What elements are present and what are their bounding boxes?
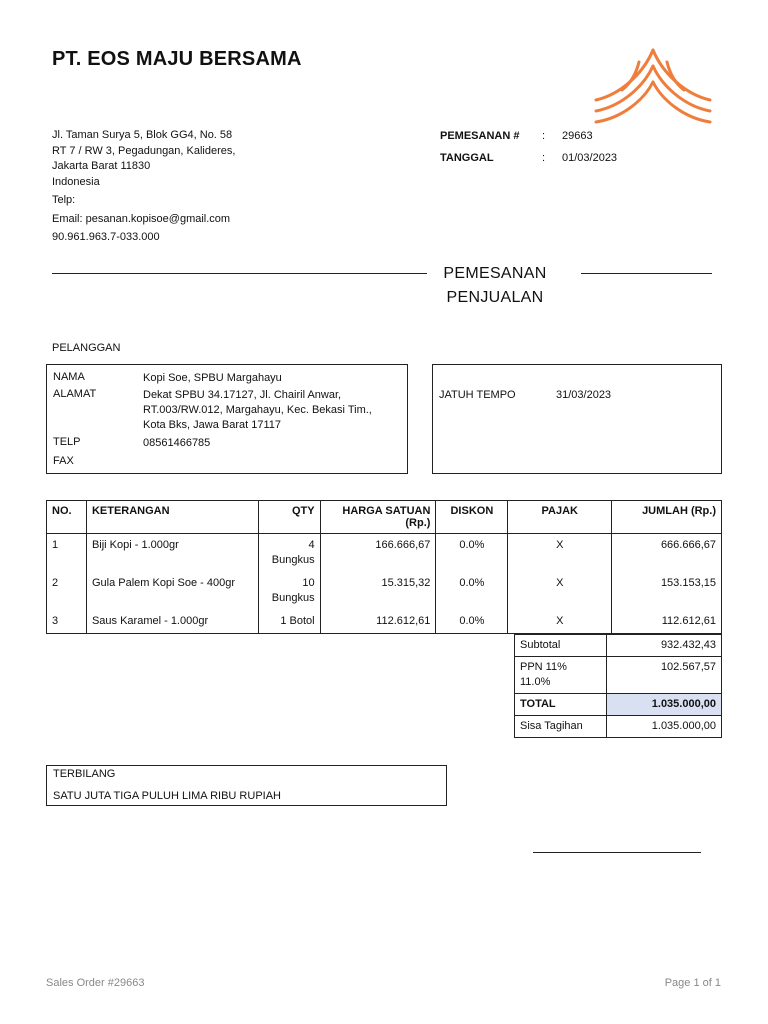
customer-address-line: Kota Bks, Jawa Barat 17117 [143,419,281,431]
customer-address-value [143,388,403,433]
cell-amount: 153.153,15 [612,572,722,610]
ppn-rate: 11.0% [520,676,551,688]
cell-discount: 0.0% [436,610,508,634]
divider-right [581,273,712,274]
cell-description: Biji Kopi - 1.000gr [86,534,258,573]
company-address [52,128,235,246]
company-logo [592,44,714,126]
total-value: 1.035.000,00 [606,694,722,716]
address-line: RT 7 / RW 3, Pegadungan, Kalideres, [52,144,236,157]
due-date-label: JATUH TEMPO [439,389,516,401]
customer-section-label: PELANGGAN [52,342,121,354]
table-row [47,534,722,573]
ppn-value: 102.567,57 [606,657,722,694]
divider-left [52,273,427,274]
amount-in-words-label: TERBILANG [53,768,116,780]
order-date-label: TANGGAL [440,152,494,164]
separator: : [542,152,546,164]
cell-unit-price: 15.315,32 [320,572,436,610]
document-title [420,262,570,310]
totals-table [514,634,722,738]
cell-tax: X [508,610,612,634]
col-header-qty: QTY [258,501,320,534]
company-name: PT. EOS MAJU BERSAMA [52,48,302,70]
customer-address-label: ALAMAT [53,388,97,400]
table-row [47,610,722,634]
col-header-no: NO. [47,501,87,534]
order-number-label: PEMESANAN # [440,130,520,142]
due-date-value: 31/03/2023 [556,389,612,401]
address-line: Indonesia [52,175,100,188]
address-line: Jl. Taman Surya 5, Blok GG4, No. 58 [52,129,233,141]
cell-no: 3 [47,610,87,634]
cell-description: Gula Palem Kopi Soe - 400gr [86,572,258,610]
company-email: Email: pesanan.kopisoe@gmail.com [52,212,231,225]
customer-name-label: NAMA [53,371,85,383]
col-header-tax: PAJAK [508,501,612,534]
cell-no: 2 [47,572,87,610]
company-telp: Telp: [52,194,76,206]
cell-amount: 666.666,67 [612,534,722,573]
ppn-label: PPN 11% [520,661,567,673]
order-number-value: 29663 [562,130,593,142]
customer-address-line: Dekat SPBU 34.17127, Jl. Chairil Anwar, [143,389,342,401]
document-title-line1: PEMESANAN [443,265,547,282]
cell-amount: 112.612,61 [612,610,722,634]
col-header-unit-price: HARGA SATUAN (Rp.) [320,501,436,534]
total-label: TOTAL [515,694,607,716]
col-header-discount: DISKON [436,501,508,534]
subtotal-value: 932.432,43 [606,635,722,657]
col-header-description: KETERANGAN [86,501,258,534]
balance-value: 1.035.000,00 [606,716,722,738]
table-row [47,572,722,610]
separator: : [542,130,546,142]
cell-qty: 4 Bungkus [258,534,320,573]
cell-discount: 0.0% [436,534,508,573]
cell-qty: 1 Botol [258,610,320,634]
cell-tax: X [508,534,612,573]
cell-no: 1 [47,534,87,573]
order-meta [440,130,617,174]
signature-line [533,852,701,853]
order-date-value: 01/03/2023 [562,152,618,164]
cell-qty: 10 Bungkus [258,572,320,610]
customer-telp-label: TELP [53,436,81,448]
amount-in-words-box [46,765,447,806]
subtotal-label: Subtotal [515,635,607,657]
document-title-line2: PENJUALAN [446,289,544,306]
ppn-label-cell [515,657,607,694]
cell-tax: X [508,572,612,610]
cell-unit-price: 112.612,61 [320,610,436,634]
customer-telp-value: 08561466785 [143,437,211,449]
customer-box [46,364,408,474]
customer-name-value: Kopi Soe, SPBU Margahayu [143,372,282,384]
customer-fax-label: FAX [53,455,74,467]
items-table-header [47,501,722,534]
due-date-box [432,364,722,474]
ppn-row [515,657,722,694]
col-header-amount: JUMLAH (Rp.) [612,501,722,534]
address-line: Jakarta Barat 11830 [52,160,151,172]
amount-in-words-value: SATU JUTA TIGA PULUH LIMA RIBU RUPIAH [53,790,281,802]
cell-discount: 0.0% [436,572,508,610]
cell-unit-price: 166.666,67 [320,534,436,573]
footer-page-number: Page 1 of 1 [664,977,721,989]
customer-address-line: RT.003/RW.012, Margahayu, Kec. Bekasi Tim., [143,404,372,416]
balance-row [515,716,722,738]
total-row [515,694,722,716]
footer-sales-order: Sales Order #29663 [46,977,145,989]
balance-label: Sisa Tagihan [515,716,607,738]
items-table [46,500,722,634]
subtotal-row [515,635,722,657]
company-npwp: 90.961.963.7-033.000 [52,231,160,243]
cell-description: Saus Karamel - 1.000gr [86,610,258,634]
